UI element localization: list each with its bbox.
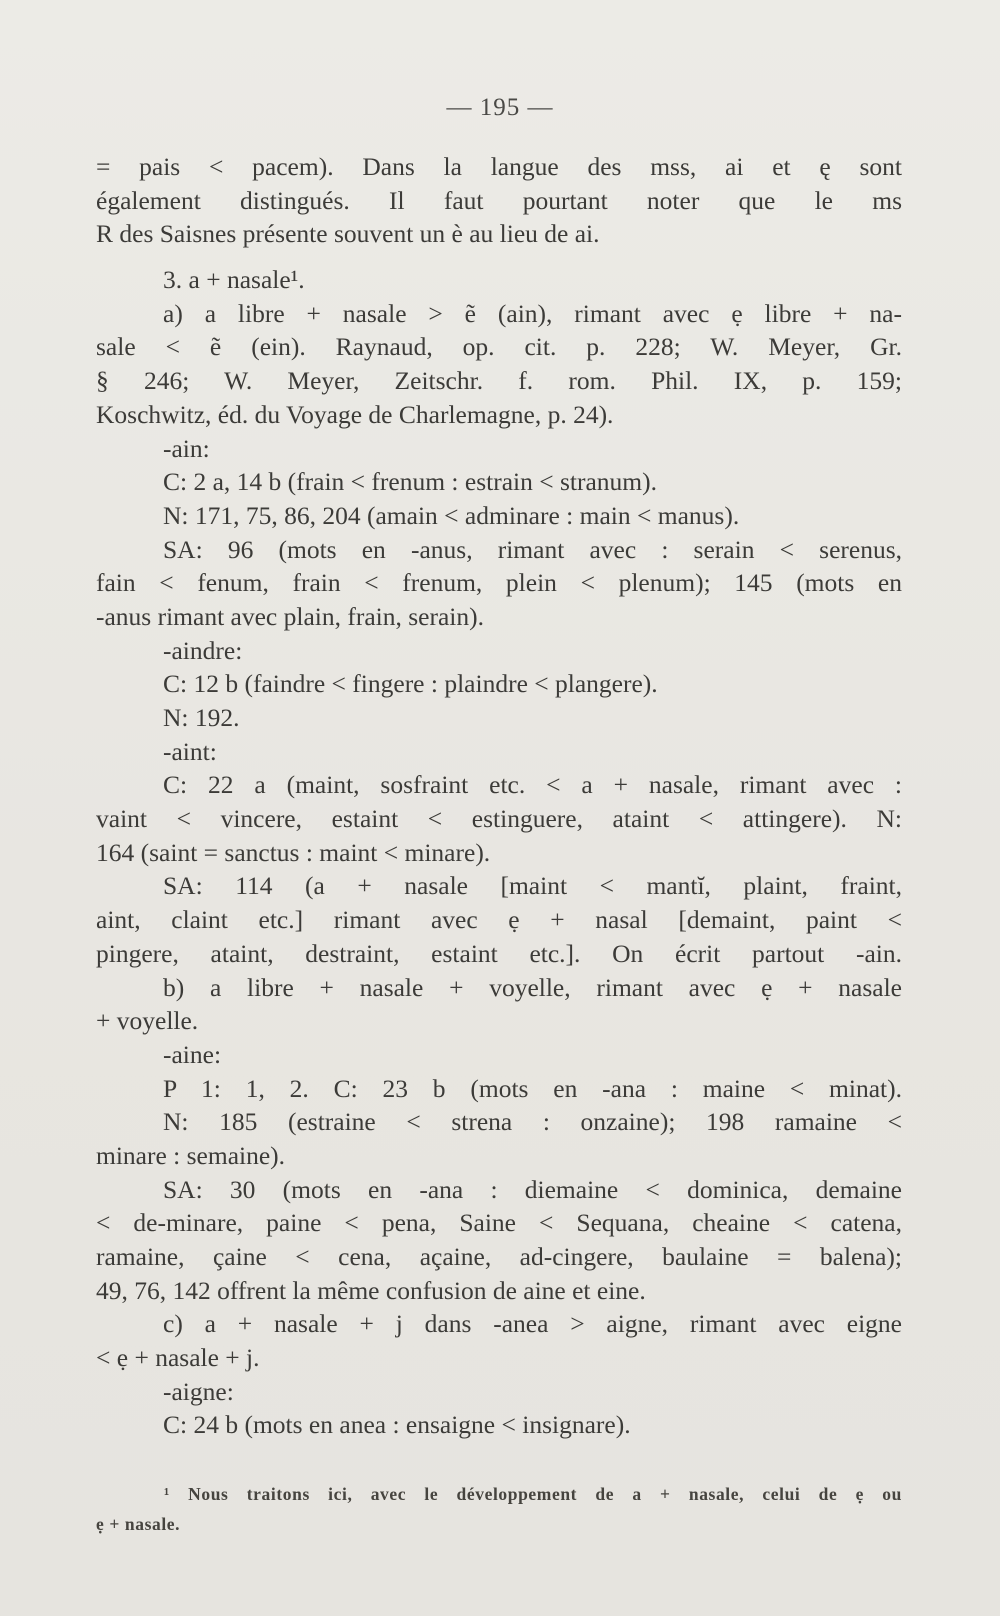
text-line: N: 185 (estraine < strena : onzaine); 198 ramaine < — [163, 1107, 902, 1137]
text-line: -anus rimant avec plain, frain, serain). — [96, 601, 485, 631]
text-line: C: 22 a (maint, sosfraint etc. < a + nasale, rimant avec : — [163, 770, 902, 800]
text-line: ramaine, çaine < cena, açaine, ad-cingere, baulaine = balena); — [96, 1242, 902, 1271]
text-line: vaint < vincere, estaint < estinguere, ataint < attingere). N: — [96, 804, 902, 834]
text-line: -ain: — [163, 433, 210, 463]
page-number: — 195 — — [446, 94, 554, 121]
text-line: également distingués. Il faut pourtant noter que le ms — [96, 185, 902, 215]
text-line: + voyelle. — [96, 1006, 199, 1036]
text-line: § 246; W. Meyer, Zeitschr. f. rom. Phil. IX, p. 159; — [96, 366, 902, 396]
text-line: SA: 114 (a + nasale [maint < mantĭ, plaint, fraint, — [163, 871, 902, 901]
text-line: -aint: — [163, 736, 217, 766]
text-line: C: 24 b (mots en anea : ensaigne < insignare). — [163, 1410, 631, 1440]
text-line: SA: 30 (mots en -ana : diemaine < dominica, demaine — [163, 1174, 902, 1204]
text-line: < de-minare, paine < pena, Saine < Sequana, cheaine < catena, — [96, 1208, 902, 1238]
text-line: P 1: 1, 2. C: 23 b (mots en -ana : maine < minat). — [163, 1073, 902, 1103]
text-line: 49, 76, 142 offrent la même confusion de aine et eine. — [96, 1275, 646, 1305]
text-line: Koschwitz, éd. du Voyage de Charlemagne, p. 24). — [96, 399, 614, 429]
text-line: < ẹ + nasale + j. — [96, 1343, 260, 1373]
paragraph-gap — [96, 251, 902, 263]
text-line: 3. a + nasale¹. — [163, 265, 305, 295]
text-line: b) a libre + nasale + voyelle, rimant avec ẹ + nasale — [163, 972, 902, 1002]
text-line: N: 171, 75, 86, 204 (amain < adminare : main < manus). — [163, 500, 740, 530]
text-line: a) a libre + nasale > ẽ (ain), rimant avec ẹ libre + na- — [163, 298, 902, 328]
text-line: aint, claint etc.] rimant avec ẹ + nasal [demaint, paint < — [96, 905, 902, 935]
text-line: = pais < pacem). Dans la langue des mss, ai et ę sont — [96, 152, 902, 181]
text-line: fain < fenum, frain < frenum, plein < plenum); 145 (mots en — [96, 568, 902, 598]
text-line: -aigne: — [163, 1376, 234, 1406]
footnote-line: ¹ Nous traitons ici, avec le développement de a + nasale, celui de ẹ ou — [164, 1484, 902, 1504]
text-line: R des Saisnes présente souvent un è au lieu de ai. — [96, 219, 600, 249]
footnote-line: ẹ + nasale. — [96, 1514, 181, 1534]
text-line: -aine: — [163, 1039, 222, 1069]
text-line: C: 2 a, 14 b (frain < frenum : estrain < stranum). — [163, 467, 658, 497]
main-text — [96, 150, 902, 1442]
text-line: N: 192. — [163, 703, 240, 732]
text-line: C: 12 b (faindre < fingere : plaindre < plangere). — [163, 669, 658, 699]
text-line: SA: 96 (mots en -anus, rimant avec : serain < serenus, — [163, 534, 902, 564]
text-line: c) a + nasale + j dans -anea > aigne, rimant avec eigne — [163, 1309, 902, 1339]
text-line: sale < ẽ (ein). Raynaud, op. cit. p. 228; W. Meyer, Gr. — [96, 332, 902, 362]
text-line: pingere, ataint, destraint, estaint etc.]. On écrit partout -ain. — [96, 938, 902, 968]
text-line: minare : semaine). — [96, 1140, 286, 1170]
footnote — [96, 1479, 902, 1539]
text-line: 164 (saint = sanctus : maint < minare). — [96, 837, 491, 867]
text-line: -aindre: — [163, 635, 243, 665]
